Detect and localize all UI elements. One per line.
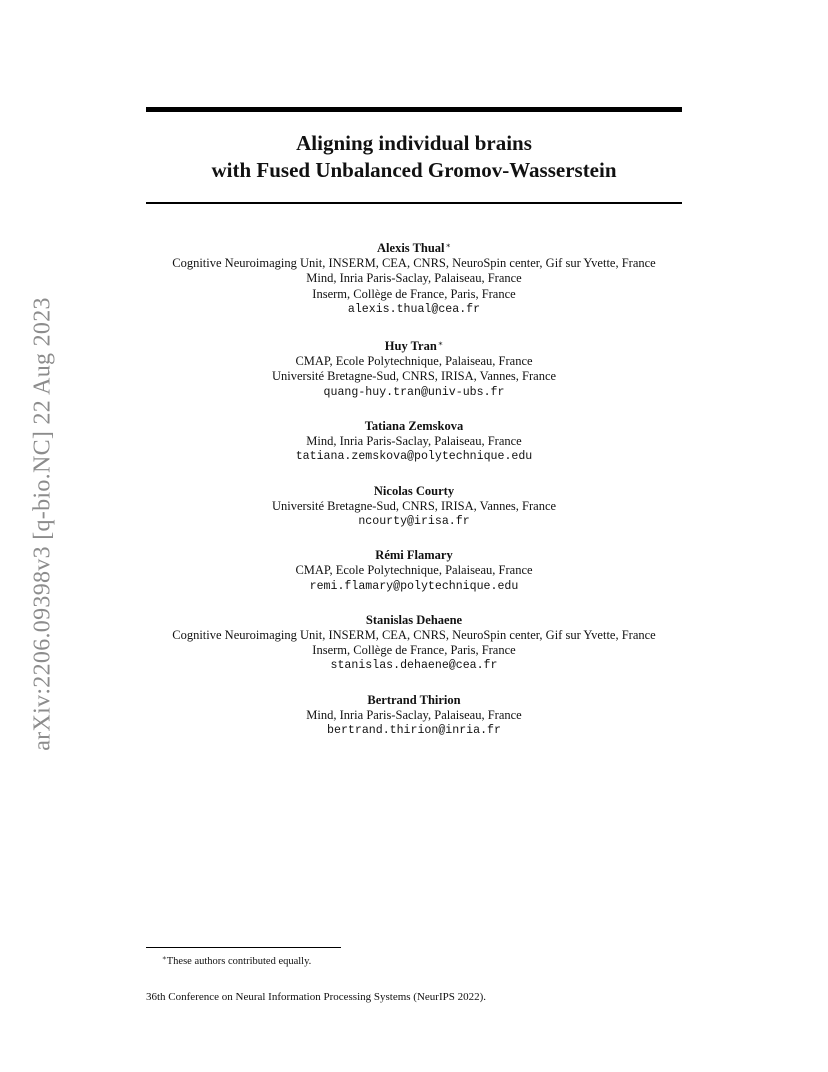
author-affiliation: Cognitive Neuroimaging Unit, INSERM, CEA, CNRS, NeuroSpin center, Gif sur Yvette, France: [172, 256, 656, 270]
venue-line: 36th Conference on Neural Information Processing Systems (NeurIPS 2022).: [146, 991, 487, 1003]
author-name: Rémi Flamary: [375, 548, 453, 563]
author-affiliation: Université Bretagne-Sud, CNRS, IRISA, Vannes, France: [271, 369, 557, 384]
author-email[interactable]: tatiana.zemskova@polytechnique.edu: [295, 450, 533, 464]
author-email[interactable]: bertrand.thirion@inria.fr: [327, 724, 501, 738]
author-affiliation: Mind, Inria Paris-Saclay, Palaiseau, France: [306, 434, 522, 449]
author-block: [60, 613, 768, 674]
paper-title: [146, 130, 682, 184]
author-email[interactable]: ncourty@irisa.fr: [358, 514, 470, 528]
footnote-mark: ∗: [162, 954, 167, 962]
footnote: [162, 952, 311, 968]
footnote-text: These authors contributed equally.: [166, 956, 312, 967]
author-block: [60, 484, 768, 530]
author-affiliation: Université Bretagne-Sud, CNRS, IRISA, Vannes, France: [271, 498, 557, 513]
author-email[interactable]: remi.flamary@polytechnique.edu: [309, 579, 519, 593]
author-affiliation: Inserm, Collège de France, Paris, France: [312, 643, 516, 658]
footnote-rule: [146, 947, 341, 948]
author-affiliation: Inserm, Collège de France, Paris, France: [312, 286, 516, 301]
author-name: Tatiana Zemskova: [364, 419, 464, 434]
author-name: Alexis Thual∗: [377, 241, 451, 255]
author-affiliation: Mind, Inria Paris-Saclay, Palaiseau, France: [306, 707, 522, 722]
author-name: Huy Tran∗: [384, 339, 444, 354]
title-rule-top: [146, 107, 682, 112]
author-block: [60, 693, 768, 739]
author-affiliation: CMAP, Ecole Polytechnique, Palaiseau, France: [295, 563, 533, 578]
author-block: [60, 419, 768, 465]
title-rule-bottom: [146, 202, 682, 204]
author-affiliation: Cognitive Neuroimaging Unit, INSERM, CEA, CNRS, NeuroSpin center, Gif sur Yvette, France: [172, 627, 656, 642]
author-email[interactable]: quang-huy.tran@univ-ubs.fr: [323, 385, 505, 399]
arxiv-identifier: arXiv:2206.09398v3 [q-bio.NC] 22 Aug 2023: [29, 297, 56, 751]
author-name: Nicolas Courty: [373, 483, 455, 498]
author-affiliation: CMAP, Ecole Polytechnique, Palaiseau, France: [295, 354, 533, 369]
equal-contribution-mark: ∗: [437, 339, 444, 349]
author-list: [60, 238, 768, 757]
author-block: [60, 548, 768, 594]
author-email[interactable]: stanislas.dehaene@cea.fr: [330, 659, 498, 673]
title-line-2: with Fused Unbalanced Gromov-Wasserstein: [211, 158, 617, 182]
equal-contribution-mark: ∗: [445, 241, 451, 250]
author-block: [60, 336, 768, 400]
author-email[interactable]: alexis.thual@cea.fr: [347, 302, 481, 316]
author-name: Bertrand Thirion: [367, 692, 461, 707]
title-line-1: Aligning individual brains: [296, 131, 532, 155]
author-block: [60, 238, 768, 317]
author-affiliation: Mind, Inria Paris-Saclay, Palaiseau, France: [306, 271, 522, 286]
author-name: Stanislas Dehaene: [365, 612, 463, 627]
